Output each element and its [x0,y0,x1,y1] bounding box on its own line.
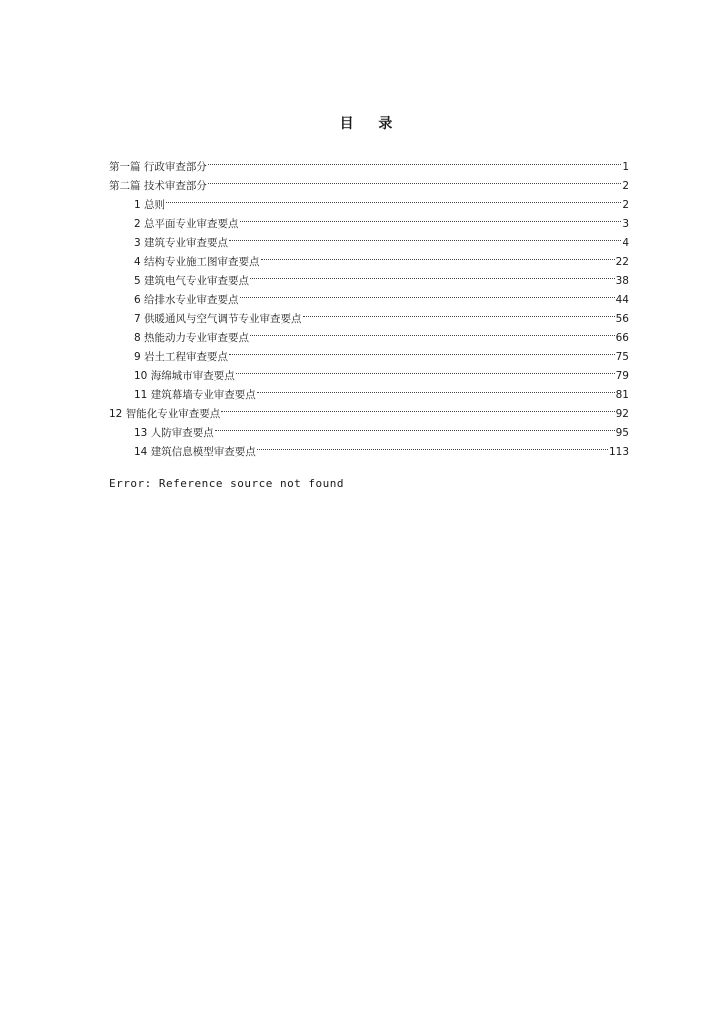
toc-entry[interactable] [109,189,629,211]
toc-entry-page: 3 [622,218,629,230]
toc-entry-label: 11 建筑幕墙专业审查要点 [134,389,256,401]
toc-entry-page: 66 [615,332,629,344]
dot-leader [215,417,615,436]
toc-entry-label: 1 总则 [134,199,166,211]
dot-leader [257,379,615,398]
toc-entry-page: 22 [615,256,629,268]
dot-leader [261,246,615,265]
toc-entry-label: 14 建筑信息模型审查要点 [134,446,256,458]
toc-entry-page: 1 [622,161,629,173]
dot-leader [250,265,615,284]
dot-leader [229,341,615,360]
toc-entry-label: 3 建筑专业审查要点 [134,237,229,249]
toc-entry[interactable] [109,151,629,173]
toc-entry-label: 6 给排水专业审查要点 [134,294,239,306]
dot-leader [240,284,615,303]
dot-leader [250,322,615,341]
toc-title: 目 录 [339,116,403,132]
dot-leader [257,436,608,455]
table-of-contents [109,151,629,458]
toc-entry-label: 第二篇 技术审查部分 [109,180,207,192]
toc-entry-page: 4 [622,237,629,249]
reference-error-text: Error: Reference source not found [109,477,345,490]
toc-entry-page: 92 [615,408,629,420]
toc-entry-label: 7 供暖通风与空气调节专业审查要点 [134,313,302,325]
toc-entry-page: 2 [622,199,629,211]
dot-leader [166,189,621,208]
dot-leader [229,227,621,246]
toc-entry-label: 8 热能动力专业审查要点 [134,332,250,344]
dot-leader [303,303,615,322]
toc-entry-label: 第一篇 行政审查部分 [109,161,207,173]
toc-entry-page: 2 [622,180,629,192]
dot-leader [208,170,621,189]
toc-entry-label: 10 海绵城市审查要点 [134,370,235,382]
dot-leader [240,208,622,227]
toc-entry[interactable] [109,208,629,230]
toc-entry-label: 9 岩土工程审查要点 [134,351,229,363]
toc-entry-label: 2 总平面专业审查要点 [134,218,239,230]
toc-entry-label: 5 建筑电气专业审查要点 [134,275,250,287]
toc-entry-label: 4 结构专业施工图审查要点 [134,256,260,268]
dot-leader [208,151,621,170]
dot-leader [236,360,615,379]
toc-entry-page: 79 [615,370,629,382]
toc-entry-page: 95 [615,427,629,439]
dot-leader [221,398,614,417]
toc-entry-label: 12 智能化专业审查要点 [109,408,221,420]
toc-entry-page: 81 [615,389,629,401]
toc-entry-page: 44 [615,294,629,306]
toc-entry-label: 13 人防审查要点 [134,427,214,439]
toc-entry-page: 75 [615,351,629,363]
toc-entry-page: 113 [608,446,629,458]
toc-entry-page: 56 [615,313,629,325]
toc-entry-page: 38 [615,275,629,287]
